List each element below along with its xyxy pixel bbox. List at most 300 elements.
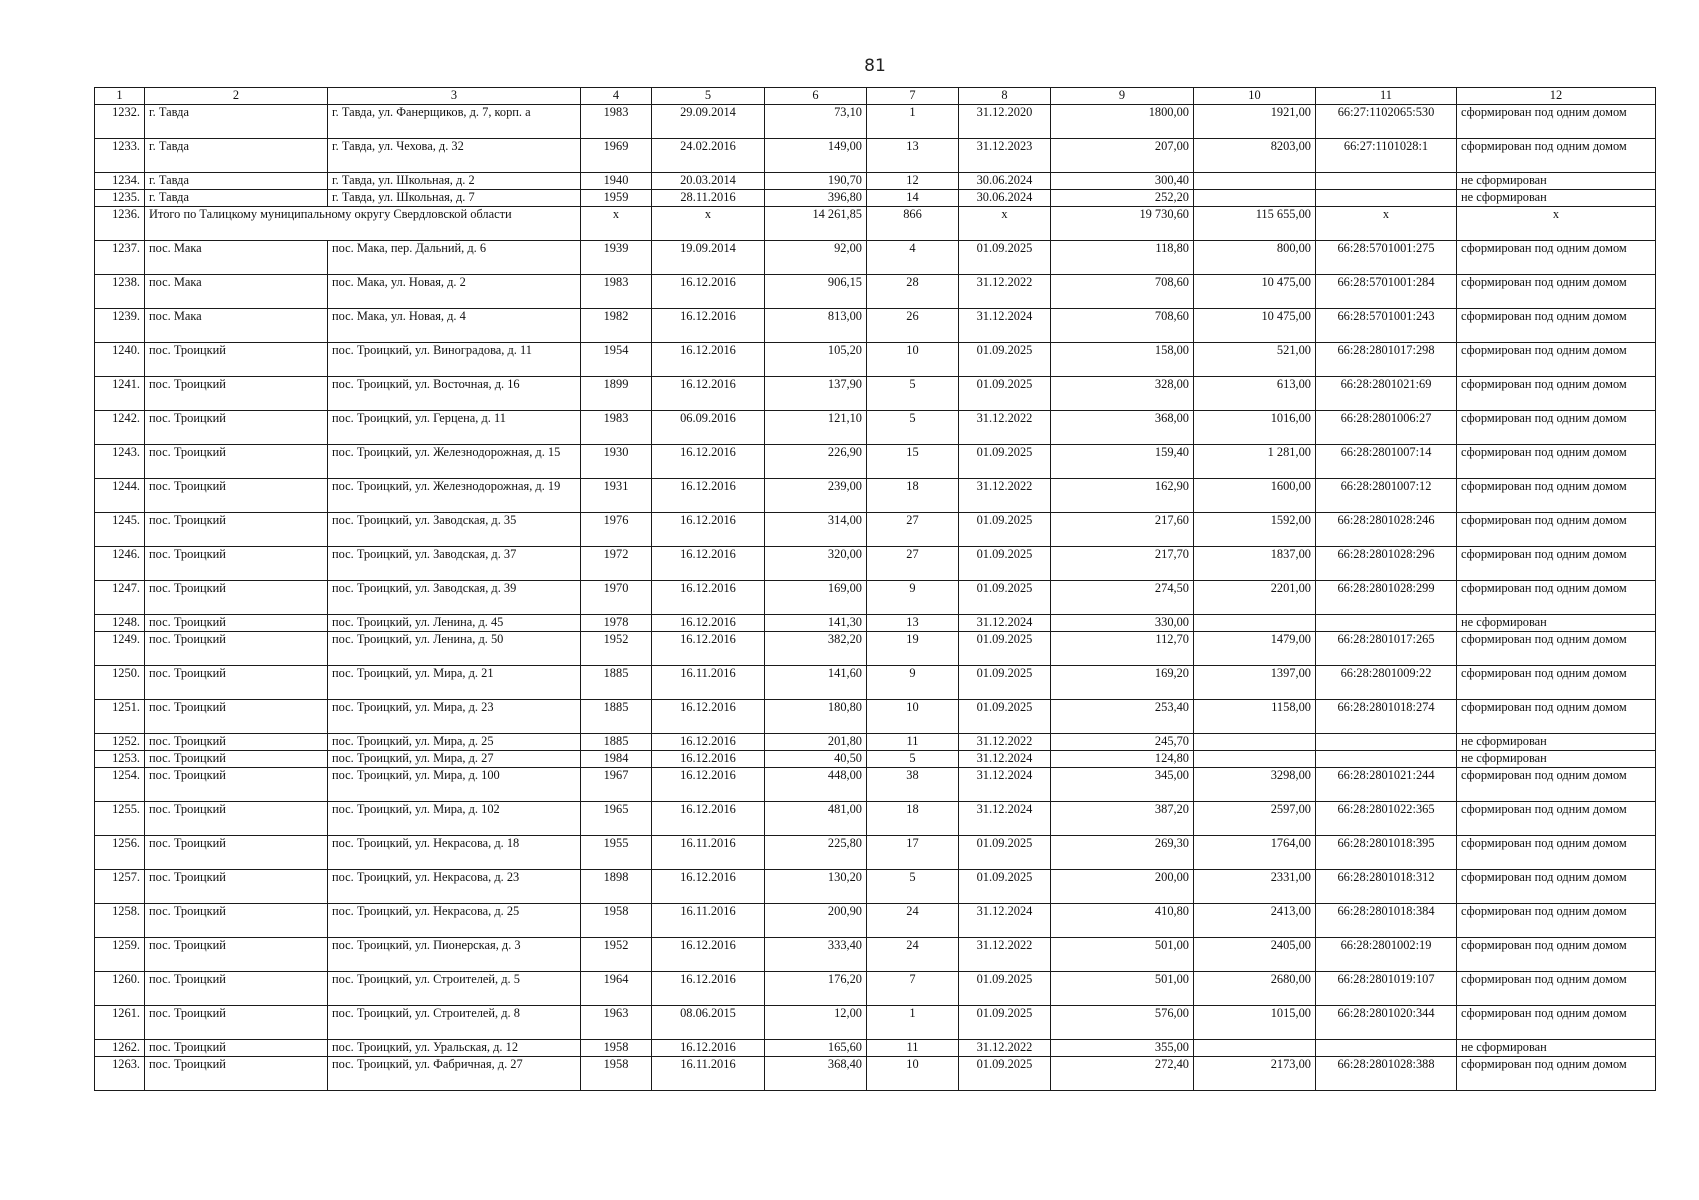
residents-cell: 17 <box>867 836 959 870</box>
cadastral-number-cell: 66:28:2801028:299 <box>1316 581 1457 615</box>
residents-cell: 5 <box>867 411 959 445</box>
status-cell: сформирован под одним домом <box>1457 275 1656 309</box>
address-cell: пос. Троицкий, ул. Виноградова, д. 11 <box>328 343 581 377</box>
date-cell: 16.12.2016 <box>652 615 765 632</box>
address-cell: пос. Троицкий, ул. Строителей, д. 8 <box>328 1006 581 1040</box>
residents-cell: 13 <box>867 139 959 173</box>
column-number-header: 8 <box>959 88 1051 105</box>
value-col10-cell <box>1194 190 1316 207</box>
cadastral-number-cell <box>1316 1040 1457 1057</box>
cadastral-number-cell: 66:28:5701001:243 <box>1316 309 1457 343</box>
date-cell: 16.12.2016 <box>652 581 765 615</box>
area-cell: 226,90 <box>765 445 867 479</box>
cadastral-number-cell <box>1316 173 1457 190</box>
year-cell: 1952 <box>581 938 652 972</box>
locality-cell: пос. Мака <box>145 309 328 343</box>
cadastral-number-cell: 66:28:2801028:296 <box>1316 547 1457 581</box>
address-cell: пос. Троицкий, ул. Мира, д. 100 <box>328 768 581 802</box>
date-cell: 16.12.2016 <box>652 445 765 479</box>
table-row <box>95 479 1656 513</box>
locality-cell: пос. Троицкий <box>145 479 328 513</box>
table-row <box>95 836 1656 870</box>
status-cell: сформирован под одним домом <box>1457 972 1656 1006</box>
row-number-cell: 1254. <box>95 768 145 802</box>
address-cell: г. Тавда, ул. Школьная, д. 7 <box>328 190 581 207</box>
cadastral-number-cell <box>1316 751 1457 768</box>
status-cell: сформирован под одним домом <box>1457 666 1656 700</box>
area-cell: 141,60 <box>765 666 867 700</box>
row-number-cell: 1241. <box>95 377 145 411</box>
table-row <box>95 870 1656 904</box>
value-col9-cell: 708,60 <box>1051 309 1194 343</box>
area-cell: 137,90 <box>765 377 867 411</box>
cadastral-number-cell: 66:28:2801007:14 <box>1316 445 1457 479</box>
residents-cell: 7 <box>867 972 959 1006</box>
column-number-header: 10 <box>1194 88 1316 105</box>
date-cell: 16.12.2016 <box>652 768 765 802</box>
locality-cell: пос. Троицкий <box>145 734 328 751</box>
address-cell: пос. Троицкий, ул. Заводская, д. 39 <box>328 581 581 615</box>
status-cell: сформирован под одним домом <box>1457 377 1656 411</box>
cadastral-number-cell: 66:27:1101028:1 <box>1316 139 1457 173</box>
status-cell: сформирован под одним домом <box>1457 581 1656 615</box>
value-col10-cell: 115 655,00 <box>1194 207 1316 241</box>
year-cell: 1964 <box>581 972 652 1006</box>
value-col9-cell: 355,00 <box>1051 1040 1194 1057</box>
status-cell: не сформирован <box>1457 173 1656 190</box>
locality-cell: г. Тавда <box>145 139 328 173</box>
table-row <box>95 615 1656 632</box>
year-cell: 1952 <box>581 632 652 666</box>
status-cell: не сформирован <box>1457 615 1656 632</box>
value-col10-cell: 3298,00 <box>1194 768 1316 802</box>
date-cell: 24.02.2016 <box>652 139 765 173</box>
status-cell: x <box>1457 207 1656 241</box>
status-cell: сформирован под одним домом <box>1457 445 1656 479</box>
value-col10-cell: 2413,00 <box>1194 904 1316 938</box>
residents-cell: 27 <box>867 547 959 581</box>
date-cell: 16.12.2016 <box>652 938 765 972</box>
date-cell: 16.12.2016 <box>652 870 765 904</box>
row-number-cell: 1246. <box>95 547 145 581</box>
status-cell: сформирован под одним домом <box>1457 802 1656 836</box>
table-row <box>95 309 1656 343</box>
deadline-cell: 31.12.2024 <box>959 904 1051 938</box>
value-col9-cell: 1800,00 <box>1051 105 1194 139</box>
deadline-cell: 31.12.2022 <box>959 1040 1051 1057</box>
row-number-cell: 1258. <box>95 904 145 938</box>
row-number-cell: 1244. <box>95 479 145 513</box>
locality-cell: пос. Троицкий <box>145 700 328 734</box>
cadastral-number-cell: 66:28:2801019:107 <box>1316 972 1457 1006</box>
status-cell: сформирован под одним домом <box>1457 700 1656 734</box>
address-cell: пос. Троицкий, ул. Мира, д. 27 <box>328 751 581 768</box>
deadline-cell: 30.06.2024 <box>959 173 1051 190</box>
row-number-cell: 1235. <box>95 190 145 207</box>
table-row <box>95 734 1656 751</box>
residents-cell: 9 <box>867 666 959 700</box>
status-cell: сформирован под одним домом <box>1457 547 1656 581</box>
row-number-cell: 1238. <box>95 275 145 309</box>
year-cell: 1963 <box>581 1006 652 1040</box>
locality-cell: пос. Троицкий <box>145 836 328 870</box>
table-row <box>95 411 1656 445</box>
row-number-cell: 1260. <box>95 972 145 1006</box>
residents-cell: 9 <box>867 581 959 615</box>
status-cell: не сформирован <box>1457 190 1656 207</box>
table-row <box>95 972 1656 1006</box>
deadline-cell: 31.12.2023 <box>959 139 1051 173</box>
row-number-cell: 1233. <box>95 139 145 173</box>
deadline-cell: 31.12.2020 <box>959 105 1051 139</box>
cadastral-number-cell: 66:27:1102065:530 <box>1316 105 1457 139</box>
value-col9-cell: 245,70 <box>1051 734 1194 751</box>
table-row <box>95 802 1656 836</box>
value-col9-cell: 217,60 <box>1051 513 1194 547</box>
date-cell: 06.09.2016 <box>652 411 765 445</box>
table-row <box>95 751 1656 768</box>
table-header <box>95 88 1656 105</box>
value-col9-cell: 159,40 <box>1051 445 1194 479</box>
row-number-cell: 1242. <box>95 411 145 445</box>
value-col10-cell: 2201,00 <box>1194 581 1316 615</box>
year-cell: 1940 <box>581 173 652 190</box>
value-col10-cell: 1592,00 <box>1194 513 1316 547</box>
residents-cell: 10 <box>867 700 959 734</box>
table-row <box>95 904 1656 938</box>
value-col10-cell: 521,00 <box>1194 343 1316 377</box>
deadline-cell: 31.12.2024 <box>959 751 1051 768</box>
deadline-cell: 01.09.2025 <box>959 870 1051 904</box>
residents-cell: 10 <box>867 1057 959 1091</box>
cadastral-number-cell: 66:28:2801028:246 <box>1316 513 1457 547</box>
table-row <box>95 190 1656 207</box>
deadline-cell: 01.09.2025 <box>959 445 1051 479</box>
table-row <box>95 666 1656 700</box>
column-number-header: 5 <box>652 88 765 105</box>
status-cell: сформирован под одним домом <box>1457 938 1656 972</box>
cadastral-number-cell: 66:28:2801018:274 <box>1316 700 1457 734</box>
column-number-header: 6 <box>765 88 867 105</box>
page-number: 81 <box>864 56 886 76</box>
value-col10-cell: 10 475,00 <box>1194 309 1316 343</box>
deadline-cell: 01.09.2025 <box>959 700 1051 734</box>
residents-cell: 866 <box>867 207 959 241</box>
row-number-cell: 1257. <box>95 870 145 904</box>
value-col9-cell: 162,90 <box>1051 479 1194 513</box>
area-cell: 130,20 <box>765 870 867 904</box>
year-cell: 1983 <box>581 411 652 445</box>
date-cell: 16.12.2016 <box>652 309 765 343</box>
value-col10-cell: 1479,00 <box>1194 632 1316 666</box>
locality-cell: пос. Троицкий <box>145 513 328 547</box>
row-number-cell: 1253. <box>95 751 145 768</box>
area-cell: 239,00 <box>765 479 867 513</box>
year-cell: 1955 <box>581 836 652 870</box>
residents-cell: 38 <box>867 768 959 802</box>
residents-cell: 19 <box>867 632 959 666</box>
year-cell: 1885 <box>581 734 652 751</box>
status-cell: сформирован под одним домом <box>1457 139 1656 173</box>
deadline-cell: 31.12.2022 <box>959 938 1051 972</box>
year-cell: 1958 <box>581 1040 652 1057</box>
deadline-cell: 01.09.2025 <box>959 513 1051 547</box>
deadline-cell: 01.09.2025 <box>959 343 1051 377</box>
area-cell: 121,10 <box>765 411 867 445</box>
row-number-cell: 1237. <box>95 241 145 275</box>
value-col9-cell: 501,00 <box>1051 938 1194 972</box>
column-number-header: 1 <box>95 88 145 105</box>
value-col9-cell: 368,00 <box>1051 411 1194 445</box>
area-cell: 200,90 <box>765 904 867 938</box>
status-cell: сформирован под одним домом <box>1457 870 1656 904</box>
table-row <box>95 207 1656 241</box>
table-row <box>95 139 1656 173</box>
column-number-header: 12 <box>1457 88 1656 105</box>
value-col10-cell <box>1194 734 1316 751</box>
locality-cell: пос. Троицкий <box>145 411 328 445</box>
year-cell: 1930 <box>581 445 652 479</box>
row-number-cell: 1261. <box>95 1006 145 1040</box>
row-number-cell: 1256. <box>95 836 145 870</box>
address-cell: пос. Мака, пер. Дальний, д. 6 <box>328 241 581 275</box>
value-col10-cell <box>1194 751 1316 768</box>
year-cell: 1965 <box>581 802 652 836</box>
date-cell: 19.09.2014 <box>652 241 765 275</box>
area-cell: 92,00 <box>765 241 867 275</box>
cadastral-number-cell: 66:28:2801009:22 <box>1316 666 1457 700</box>
status-cell: сформирован под одним домом <box>1457 105 1656 139</box>
row-number-cell: 1240. <box>95 343 145 377</box>
status-cell: сформирован под одним домом <box>1457 632 1656 666</box>
value-col9-cell: 118,80 <box>1051 241 1194 275</box>
column-number-row <box>95 88 1656 105</box>
date-cell: 16.12.2016 <box>652 972 765 1006</box>
value-col9-cell: 269,30 <box>1051 836 1194 870</box>
area-cell: 333,40 <box>765 938 867 972</box>
locality-cell: пос. Троицкий <box>145 445 328 479</box>
cadastral-number-cell: 66:28:5701001:284 <box>1316 275 1457 309</box>
cadastral-number-cell: 66:28:2801020:344 <box>1316 1006 1457 1040</box>
area-cell: 813,00 <box>765 309 867 343</box>
row-number-cell: 1245. <box>95 513 145 547</box>
cadastral-number-cell: 66:28:2801006:27 <box>1316 411 1457 445</box>
cadastral-number-cell: 66:28:2801028:388 <box>1316 1057 1457 1091</box>
value-col9-cell: 328,00 <box>1051 377 1194 411</box>
residents-cell: 5 <box>867 377 959 411</box>
area-cell: 73,10 <box>765 105 867 139</box>
area-cell: 14 261,85 <box>765 207 867 241</box>
value-col9-cell: 576,00 <box>1051 1006 1194 1040</box>
residents-cell: 18 <box>867 479 959 513</box>
date-cell: 16.11.2016 <box>652 904 765 938</box>
address-cell: пос. Троицкий, ул. Железнодорожная, д. 15 <box>328 445 581 479</box>
locality-cell: г. Тавда <box>145 105 328 139</box>
status-cell: сформирован под одним домом <box>1457 1057 1656 1091</box>
locality-cell: пос. Троицкий <box>145 343 328 377</box>
address-cell: пос. Троицкий, ул. Некрасова, д. 25 <box>328 904 581 938</box>
table-row <box>95 173 1656 190</box>
value-col9-cell: 158,00 <box>1051 343 1194 377</box>
area-cell: 368,40 <box>765 1057 867 1091</box>
year-cell: 1939 <box>581 241 652 275</box>
area-cell: 396,80 <box>765 190 867 207</box>
column-number-header: 11 <box>1316 88 1457 105</box>
year-cell: 1983 <box>581 105 652 139</box>
value-col10-cell: 1600,00 <box>1194 479 1316 513</box>
address-cell: пос. Троицкий, ул. Пионерская, д. 3 <box>328 938 581 972</box>
date-cell: 16.12.2016 <box>652 377 765 411</box>
deadline-cell: 31.12.2022 <box>959 411 1051 445</box>
table-row <box>95 445 1656 479</box>
table-row <box>95 241 1656 275</box>
cadastral-number-cell: 66:28:2801017:298 <box>1316 343 1457 377</box>
value-col9-cell: 345,00 <box>1051 768 1194 802</box>
deadline-cell: 31.12.2022 <box>959 275 1051 309</box>
cadastral-number-cell <box>1316 734 1457 751</box>
deadline-cell: 01.09.2025 <box>959 241 1051 275</box>
deadline-cell: 01.09.2025 <box>959 836 1051 870</box>
column-number-header: 2 <box>145 88 328 105</box>
date-cell: x <box>652 207 765 241</box>
year-cell: 1958 <box>581 1057 652 1091</box>
status-cell: сформирован под одним домом <box>1457 513 1656 547</box>
area-cell: 320,00 <box>765 547 867 581</box>
deadline-cell: 31.12.2022 <box>959 734 1051 751</box>
locality-cell: пос. Троицкий <box>145 751 328 768</box>
deadline-cell: 01.09.2025 <box>959 1006 1051 1040</box>
value-col10-cell: 8203,00 <box>1194 139 1316 173</box>
date-cell: 16.11.2016 <box>652 666 765 700</box>
deadline-cell: x <box>959 207 1051 241</box>
row-number-cell: 1232. <box>95 105 145 139</box>
value-col9-cell: 708,60 <box>1051 275 1194 309</box>
status-cell: сформирован под одним домом <box>1457 836 1656 870</box>
value-col10-cell: 1764,00 <box>1194 836 1316 870</box>
area-cell: 225,80 <box>765 836 867 870</box>
deadline-cell: 31.12.2024 <box>959 802 1051 836</box>
row-number-cell: 1248. <box>95 615 145 632</box>
status-cell: не сформирован <box>1457 1040 1656 1057</box>
value-col10-cell: 1397,00 <box>1194 666 1316 700</box>
address-cell: пос. Троицкий, ул. Заводская, д. 35 <box>328 513 581 547</box>
row-number-cell: 1263. <box>95 1057 145 1091</box>
residents-cell: 10 <box>867 343 959 377</box>
area-cell: 169,00 <box>765 581 867 615</box>
row-number-cell: 1250. <box>95 666 145 700</box>
area-cell: 190,70 <box>765 173 867 190</box>
residents-cell: 1 <box>867 1006 959 1040</box>
year-cell: 1954 <box>581 343 652 377</box>
table-row <box>95 513 1656 547</box>
address-cell: пос. Троицкий, ул. Герцена, д. 11 <box>328 411 581 445</box>
cadastral-number-cell: 66:28:5701001:275 <box>1316 241 1457 275</box>
address-cell: пос. Мака, ул. Новая, д. 4 <box>328 309 581 343</box>
row-number-cell: 1252. <box>95 734 145 751</box>
value-col10-cell: 1 281,00 <box>1194 445 1316 479</box>
deadline-cell: 01.09.2025 <box>959 666 1051 700</box>
address-cell: г. Тавда, ул. Школьная, д. 2 <box>328 173 581 190</box>
year-cell: 1898 <box>581 870 652 904</box>
table-row <box>95 938 1656 972</box>
status-cell: не сформирован <box>1457 751 1656 768</box>
year-cell: 1899 <box>581 377 652 411</box>
date-cell: 16.11.2016 <box>652 1057 765 1091</box>
address-cell: пос. Троицкий, ул. Мира, д. 23 <box>328 700 581 734</box>
locality-cell: пос. Мака <box>145 275 328 309</box>
value-col9-cell: 410,80 <box>1051 904 1194 938</box>
locality-cell: пос. Троицкий <box>145 972 328 1006</box>
year-cell: 1931 <box>581 479 652 513</box>
area-cell: 12,00 <box>765 1006 867 1040</box>
status-cell: сформирован под одним домом <box>1457 1006 1656 1040</box>
deadline-cell: 31.12.2022 <box>959 479 1051 513</box>
area-cell: 141,30 <box>765 615 867 632</box>
value-col10-cell: 1921,00 <box>1194 105 1316 139</box>
address-cell: пос. Троицкий, ул. Ленина, д. 45 <box>328 615 581 632</box>
value-col9-cell: 330,00 <box>1051 615 1194 632</box>
cadastral-number-cell: 66:28:2801002:19 <box>1316 938 1457 972</box>
residents-cell: 11 <box>867 1040 959 1057</box>
value-col9-cell: 124,80 <box>1051 751 1194 768</box>
row-number-cell: 1255. <box>95 802 145 836</box>
address-cell: г. Тавда, ул. Чехова, д. 32 <box>328 139 581 173</box>
deadline-cell: 01.09.2025 <box>959 581 1051 615</box>
value-col9-cell: 169,20 <box>1051 666 1194 700</box>
year-cell: 1982 <box>581 309 652 343</box>
date-cell: 16.12.2016 <box>652 479 765 513</box>
area-cell: 382,20 <box>765 632 867 666</box>
value-col10-cell <box>1194 1040 1316 1057</box>
locality-cell: пос. Троицкий <box>145 632 328 666</box>
locality-cell: пос. Троицкий <box>145 904 328 938</box>
locality-cell: пос. Троицкий <box>145 938 328 972</box>
residents-cell: 27 <box>867 513 959 547</box>
area-cell: 165,60 <box>765 1040 867 1057</box>
status-cell: не сформирован <box>1457 734 1656 751</box>
locality-cell: пос. Троицкий <box>145 581 328 615</box>
locality-cell: пос. Троицкий <box>145 870 328 904</box>
row-number-cell: 1247. <box>95 581 145 615</box>
date-cell: 16.12.2016 <box>652 343 765 377</box>
row-number-cell: 1236. <box>95 207 145 241</box>
address-cell: пос. Троицкий, ул. Некрасова, д. 18 <box>328 836 581 870</box>
row-number-cell: 1251. <box>95 700 145 734</box>
column-number-header: 7 <box>867 88 959 105</box>
locality-cell: пос. Троицкий <box>145 666 328 700</box>
locality-cell: г. Тавда <box>145 190 328 207</box>
value-col10-cell: 10 475,00 <box>1194 275 1316 309</box>
locality-cell: пос. Троицкий <box>145 1006 328 1040</box>
table-row <box>95 1057 1656 1091</box>
date-cell: 28.11.2016 <box>652 190 765 207</box>
row-number-cell: 1239. <box>95 309 145 343</box>
value-col9-cell: 387,20 <box>1051 802 1194 836</box>
value-col10-cell: 2173,00 <box>1194 1057 1316 1091</box>
residents-cell: 5 <box>867 751 959 768</box>
date-cell: 20.03.2014 <box>652 173 765 190</box>
value-col9-cell: 112,70 <box>1051 632 1194 666</box>
area-cell: 149,00 <box>765 139 867 173</box>
locality-cell: пос. Троицкий <box>145 802 328 836</box>
residents-cell: 13 <box>867 615 959 632</box>
status-cell: сформирован под одним домом <box>1457 343 1656 377</box>
date-cell: 16.12.2016 <box>652 802 765 836</box>
status-cell: сформирован под одним домом <box>1457 411 1656 445</box>
column-number-header: 4 <box>581 88 652 105</box>
residents-cell: 12 <box>867 173 959 190</box>
area-cell: 314,00 <box>765 513 867 547</box>
